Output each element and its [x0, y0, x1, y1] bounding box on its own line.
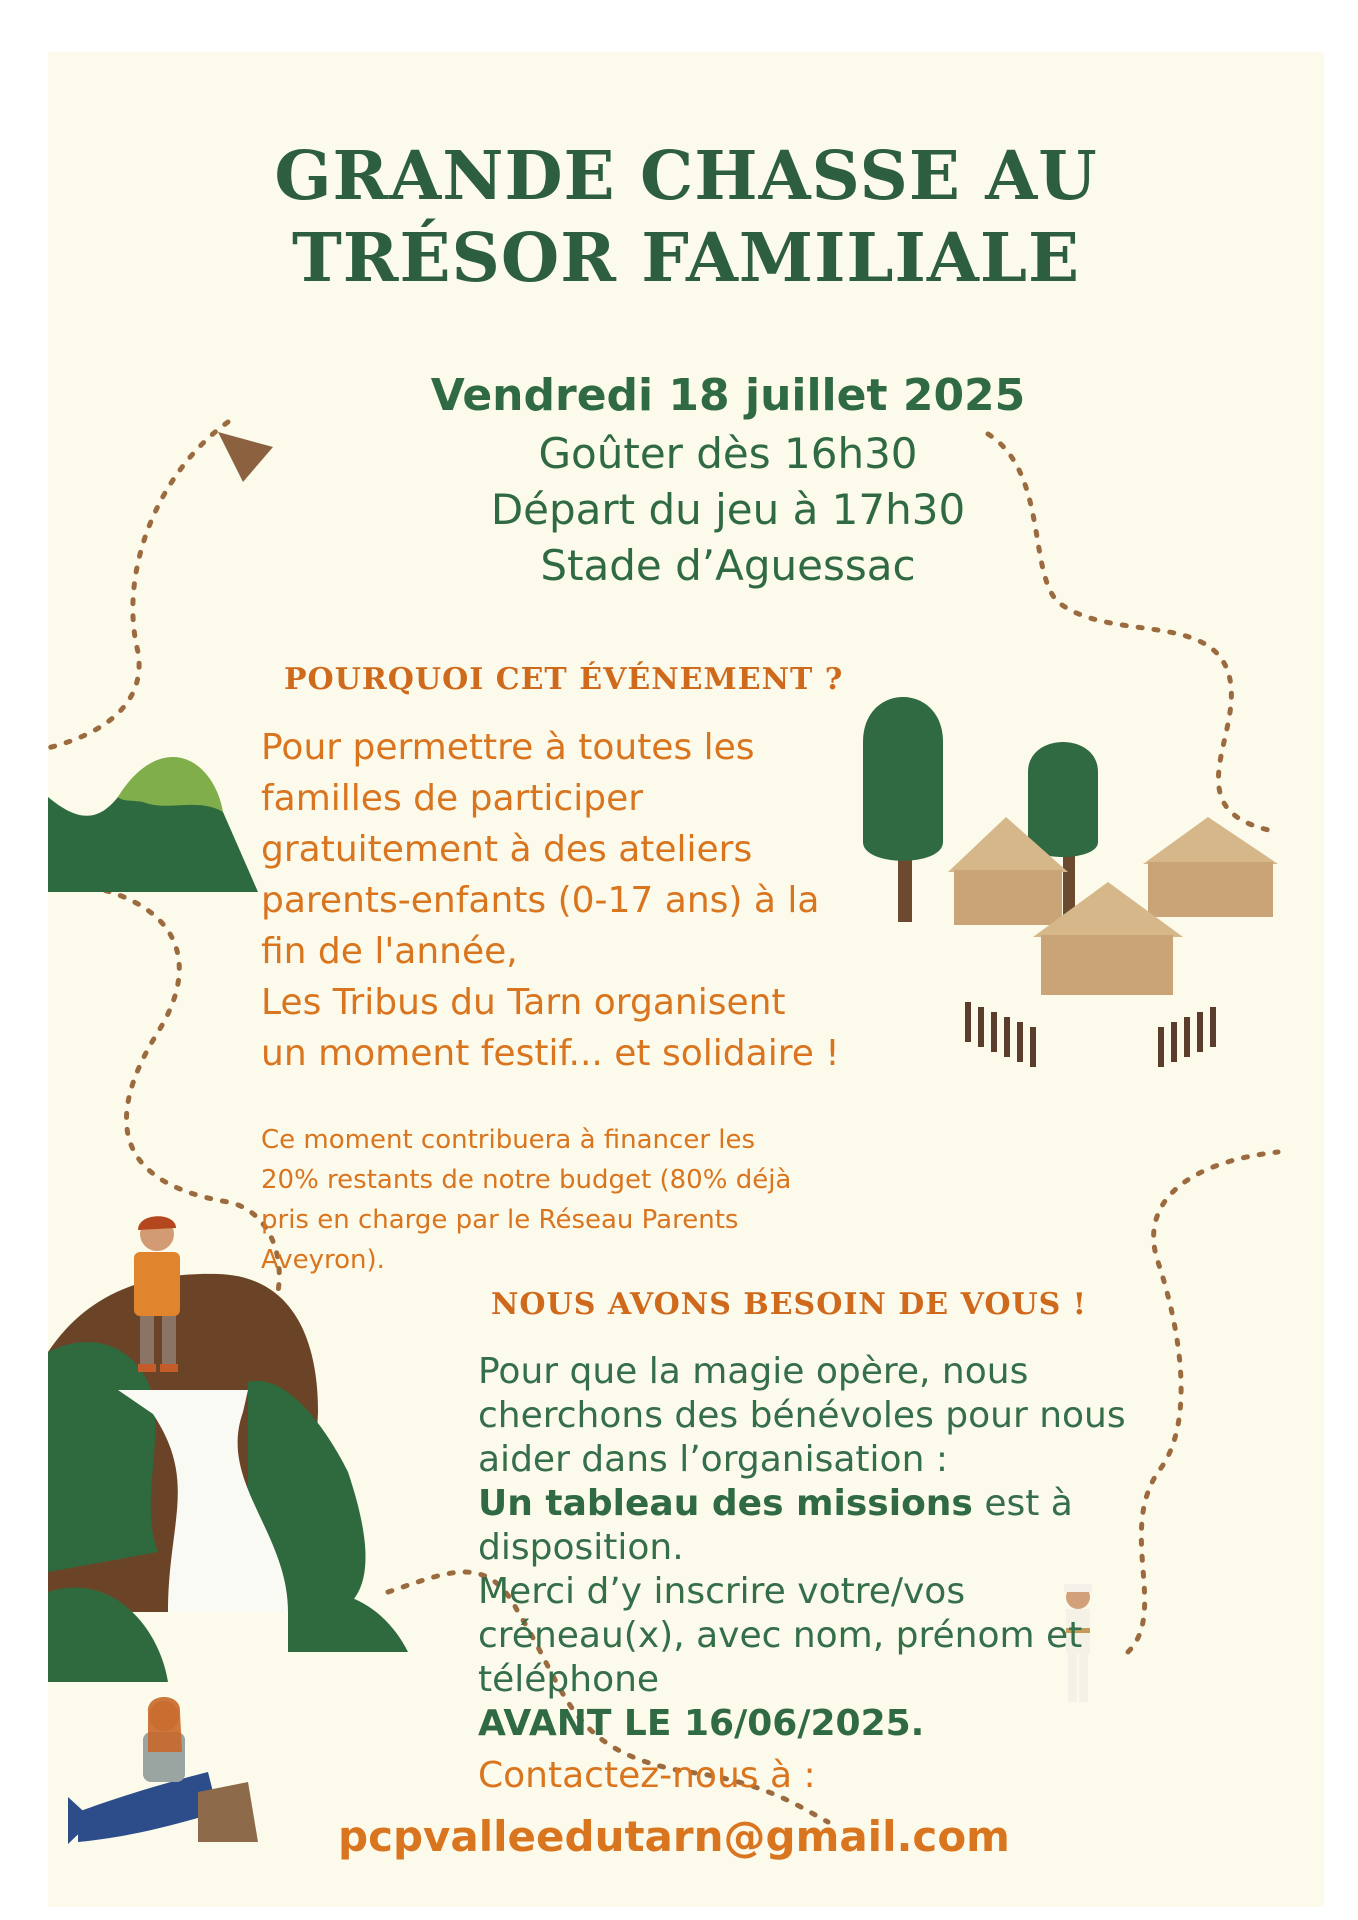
funding-line-1: Ce moment contribuera à financer les: [261, 1125, 756, 1155]
game-start-time: Départ du jeu à 17h30: [490, 485, 966, 534]
title-line-1: GRANDE CHASSE AU: [274, 136, 1098, 215]
mountain-illustration: [48, 757, 258, 892]
help-paragraph: [478, 1350, 1298, 1746]
why-line-4: parents-enfants (0-17 ans) à la: [261, 880, 820, 921]
why-line-1: Pour permettre à toutes les: [261, 727, 755, 768]
title-line-2: TRÉSOR FAMILIALE: [291, 218, 1081, 297]
funding-paragraph: [261, 1120, 961, 1280]
funding-line-4: Aveyron).: [261, 1245, 385, 1275]
why-line-6: Les Tribus du Tarn organisent: [261, 982, 786, 1023]
contact-email[interactable]: pcpvalleedutarn@gmail.com: [338, 1812, 1010, 1861]
snack-time: Goûter dès 16h30: [538, 429, 918, 478]
funding-line-2: 20% restants de notre budget (80% déjà: [261, 1165, 792, 1195]
why-line-7: un moment festif... et solidaire !: [261, 1033, 840, 1074]
help-line-3: aider dans l’organisation :: [478, 1439, 948, 1480]
help-line-1: Pour que la magie opère, nous: [478, 1351, 1029, 1392]
deadline: AVANT LE 16/06/2025.: [478, 1703, 925, 1744]
why-line-2: familles de participer: [261, 778, 644, 819]
mermaid-figure: [68, 1697, 258, 1844]
contact-label: Contactez-nous à :: [478, 1755, 816, 1796]
event-title: [48, 135, 1324, 299]
help-line-4-end: est à: [984, 1483, 1073, 1524]
cliff-waterfall-illustration: [48, 1274, 408, 1682]
help-line-6: Merci d’y inscrire votre/vos: [478, 1571, 966, 1612]
why-paragraph: [261, 722, 1081, 1079]
poster: [48, 52, 1324, 1907]
section-heading-help: NOUS AVONS BESOIN DE VOUS !: [491, 1287, 1087, 1322]
missions-board-label: Un tableau des missions: [478, 1483, 973, 1524]
event-location: Stade d’Aguessac: [540, 541, 916, 590]
section-heading-why: POURQUOI CET ÉVÉNEMENT ?: [284, 662, 844, 697]
event-date: Vendredi 18 juillet 2025: [430, 370, 1026, 421]
help-line-5: disposition.: [478, 1527, 684, 1568]
why-line-3: gratuitement à des ateliers: [261, 829, 753, 870]
help-line-7: créneau(x), avec nom, prénom et: [478, 1615, 1083, 1656]
help-line-2: cherchons des bénévoles pour nous: [478, 1395, 1126, 1436]
help-line-8: téléphone: [478, 1659, 660, 1700]
path-arrowhead: [218, 432, 273, 482]
funding-line-3: pris en charge par le Réseau Parents: [261, 1205, 739, 1235]
why-line-5: fin de l'année,: [261, 931, 518, 972]
